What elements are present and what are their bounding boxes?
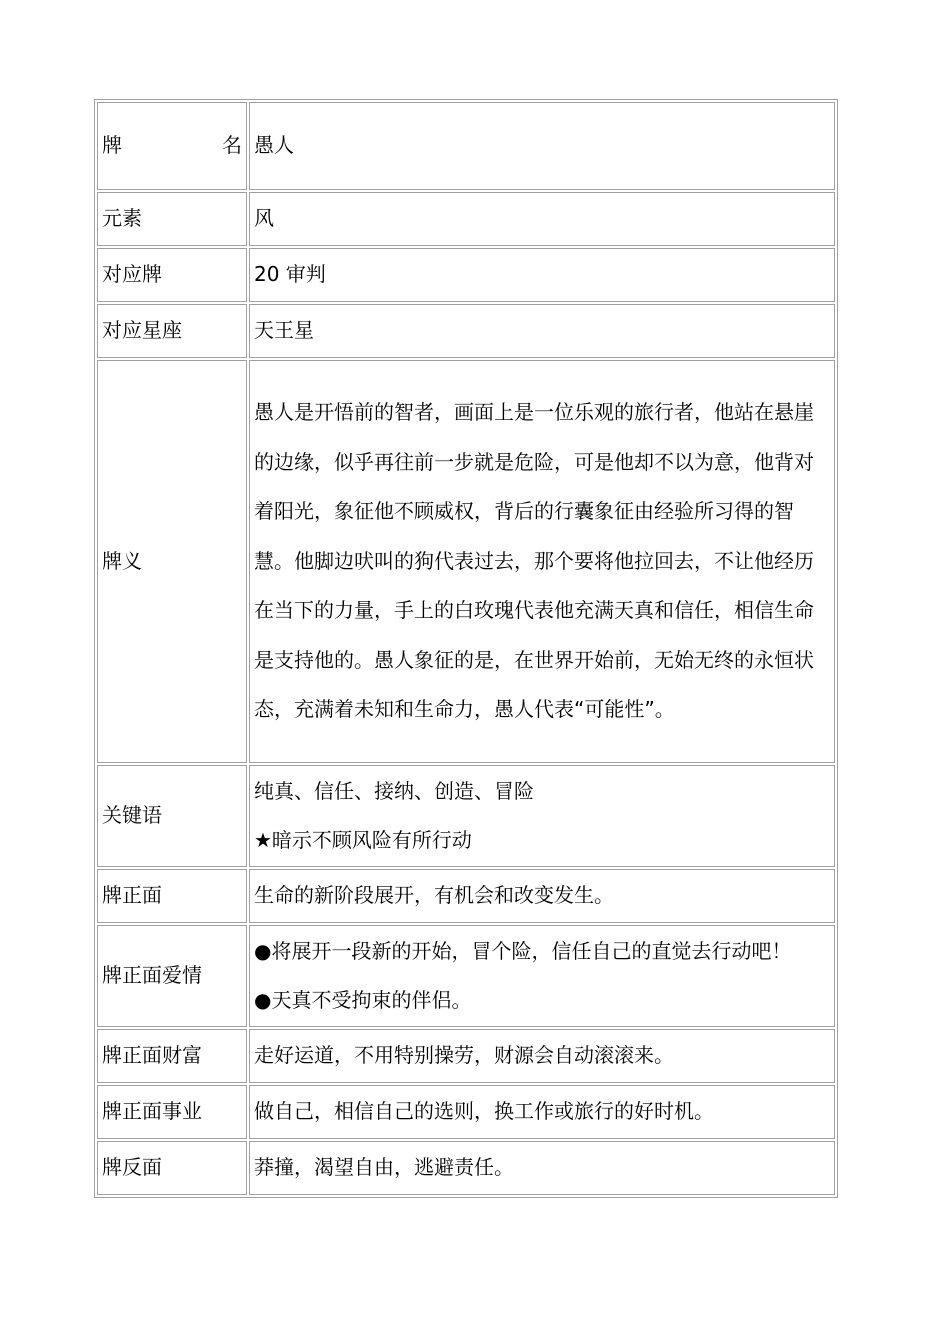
table-row-element [97, 192, 835, 246]
value-cell-keywords [249, 765, 835, 867]
table-row-keywords [97, 765, 835, 867]
label-cell-corresponding-star: 对应星座 [97, 304, 247, 358]
label-cell-name [97, 102, 247, 190]
label-cell-keywords: 关键语 [97, 765, 247, 867]
label-name-part-a: 牌 [102, 133, 122, 158]
label-cell-upright-career: 牌正面事业 [97, 1085, 247, 1139]
love-line-1: ●将展开一段新的开始，冒个险，信任自己的直觉去行动吧！ [254, 938, 792, 963]
value-cell-meaning: 愚人是开悟前的智者，画面上是一位乐观的旅行者，他站在悬崖的边缘，似乎再往前一步就是危险，可是他却不以为意，他背对着阳光，象征他不顾威权，背后的行囊象征由经验所习得的智慧。他脚边吠叫的狗代表过去，那个要将他拉回去，不让他经历在当下的力量，手上的白玫瑰代表他充满天真和信任，相信生命是支持他的。愚人象征的是，在世界开始前，无始无终的永恒状态，充满着未知和生命力，愚人代表“可能性”。 [249, 360, 835, 763]
label-cell-meaning: 牌义 [97, 360, 247, 763]
table-row-reversed [97, 1141, 835, 1195]
value-cell-name: 愚人 [249, 102, 835, 190]
label-name-part-b: 名 [222, 133, 242, 158]
value-cell-upright-wealth: 走好运道，不用特别操劳，财源会自动滚滚来。 [249, 1029, 835, 1083]
label-cell-element: 元素 [97, 192, 247, 246]
table-row-name [97, 102, 835, 190]
label-cell-corresponding-card: 对应牌 [97, 248, 247, 302]
value-cell-upright-career: 做自己，相信自己的选则，换工作或旅行的好时机。 [249, 1085, 835, 1139]
tarot-card-table [94, 99, 838, 1198]
table-row-upright [97, 869, 835, 923]
table-row-meaning [97, 360, 835, 763]
table-row-corresponding-card [97, 248, 835, 302]
value-cell-corresponding-card: 20 审判 [249, 248, 835, 302]
label-name-justified [102, 121, 242, 171]
value-cell-reversed: 莽撞，渴望自由，逃避责任。 [249, 1141, 835, 1195]
table-row-upright-career [97, 1085, 835, 1139]
value-cell-corresponding-star: 天王星 [249, 304, 835, 358]
label-cell-reversed: 牌反面 [97, 1141, 247, 1195]
value-cell-element: 风 [249, 192, 835, 246]
label-cell-upright-wealth: 牌正面财富 [97, 1029, 247, 1083]
value-cell-upright: 生命的新阶段展开，有机会和改变发生。 [249, 869, 835, 923]
keywords-line-2: ★暗示不顾风险有所行动 [254, 828, 472, 852]
love-line-2: ●天真不受拘束的伴侣。 [254, 988, 472, 1012]
value-cell-upright-love [249, 925, 835, 1027]
label-cell-upright: 牌正面 [97, 869, 247, 923]
table-row-corresponding-star [97, 304, 835, 358]
table-row-upright-love [97, 925, 835, 1027]
label-cell-upright-love: 牌正面爱情 [97, 925, 247, 1027]
keywords-line-1: 纯真、信任、接纳、创造、冒险 [254, 778, 534, 803]
table-row-upright-wealth [97, 1029, 835, 1083]
